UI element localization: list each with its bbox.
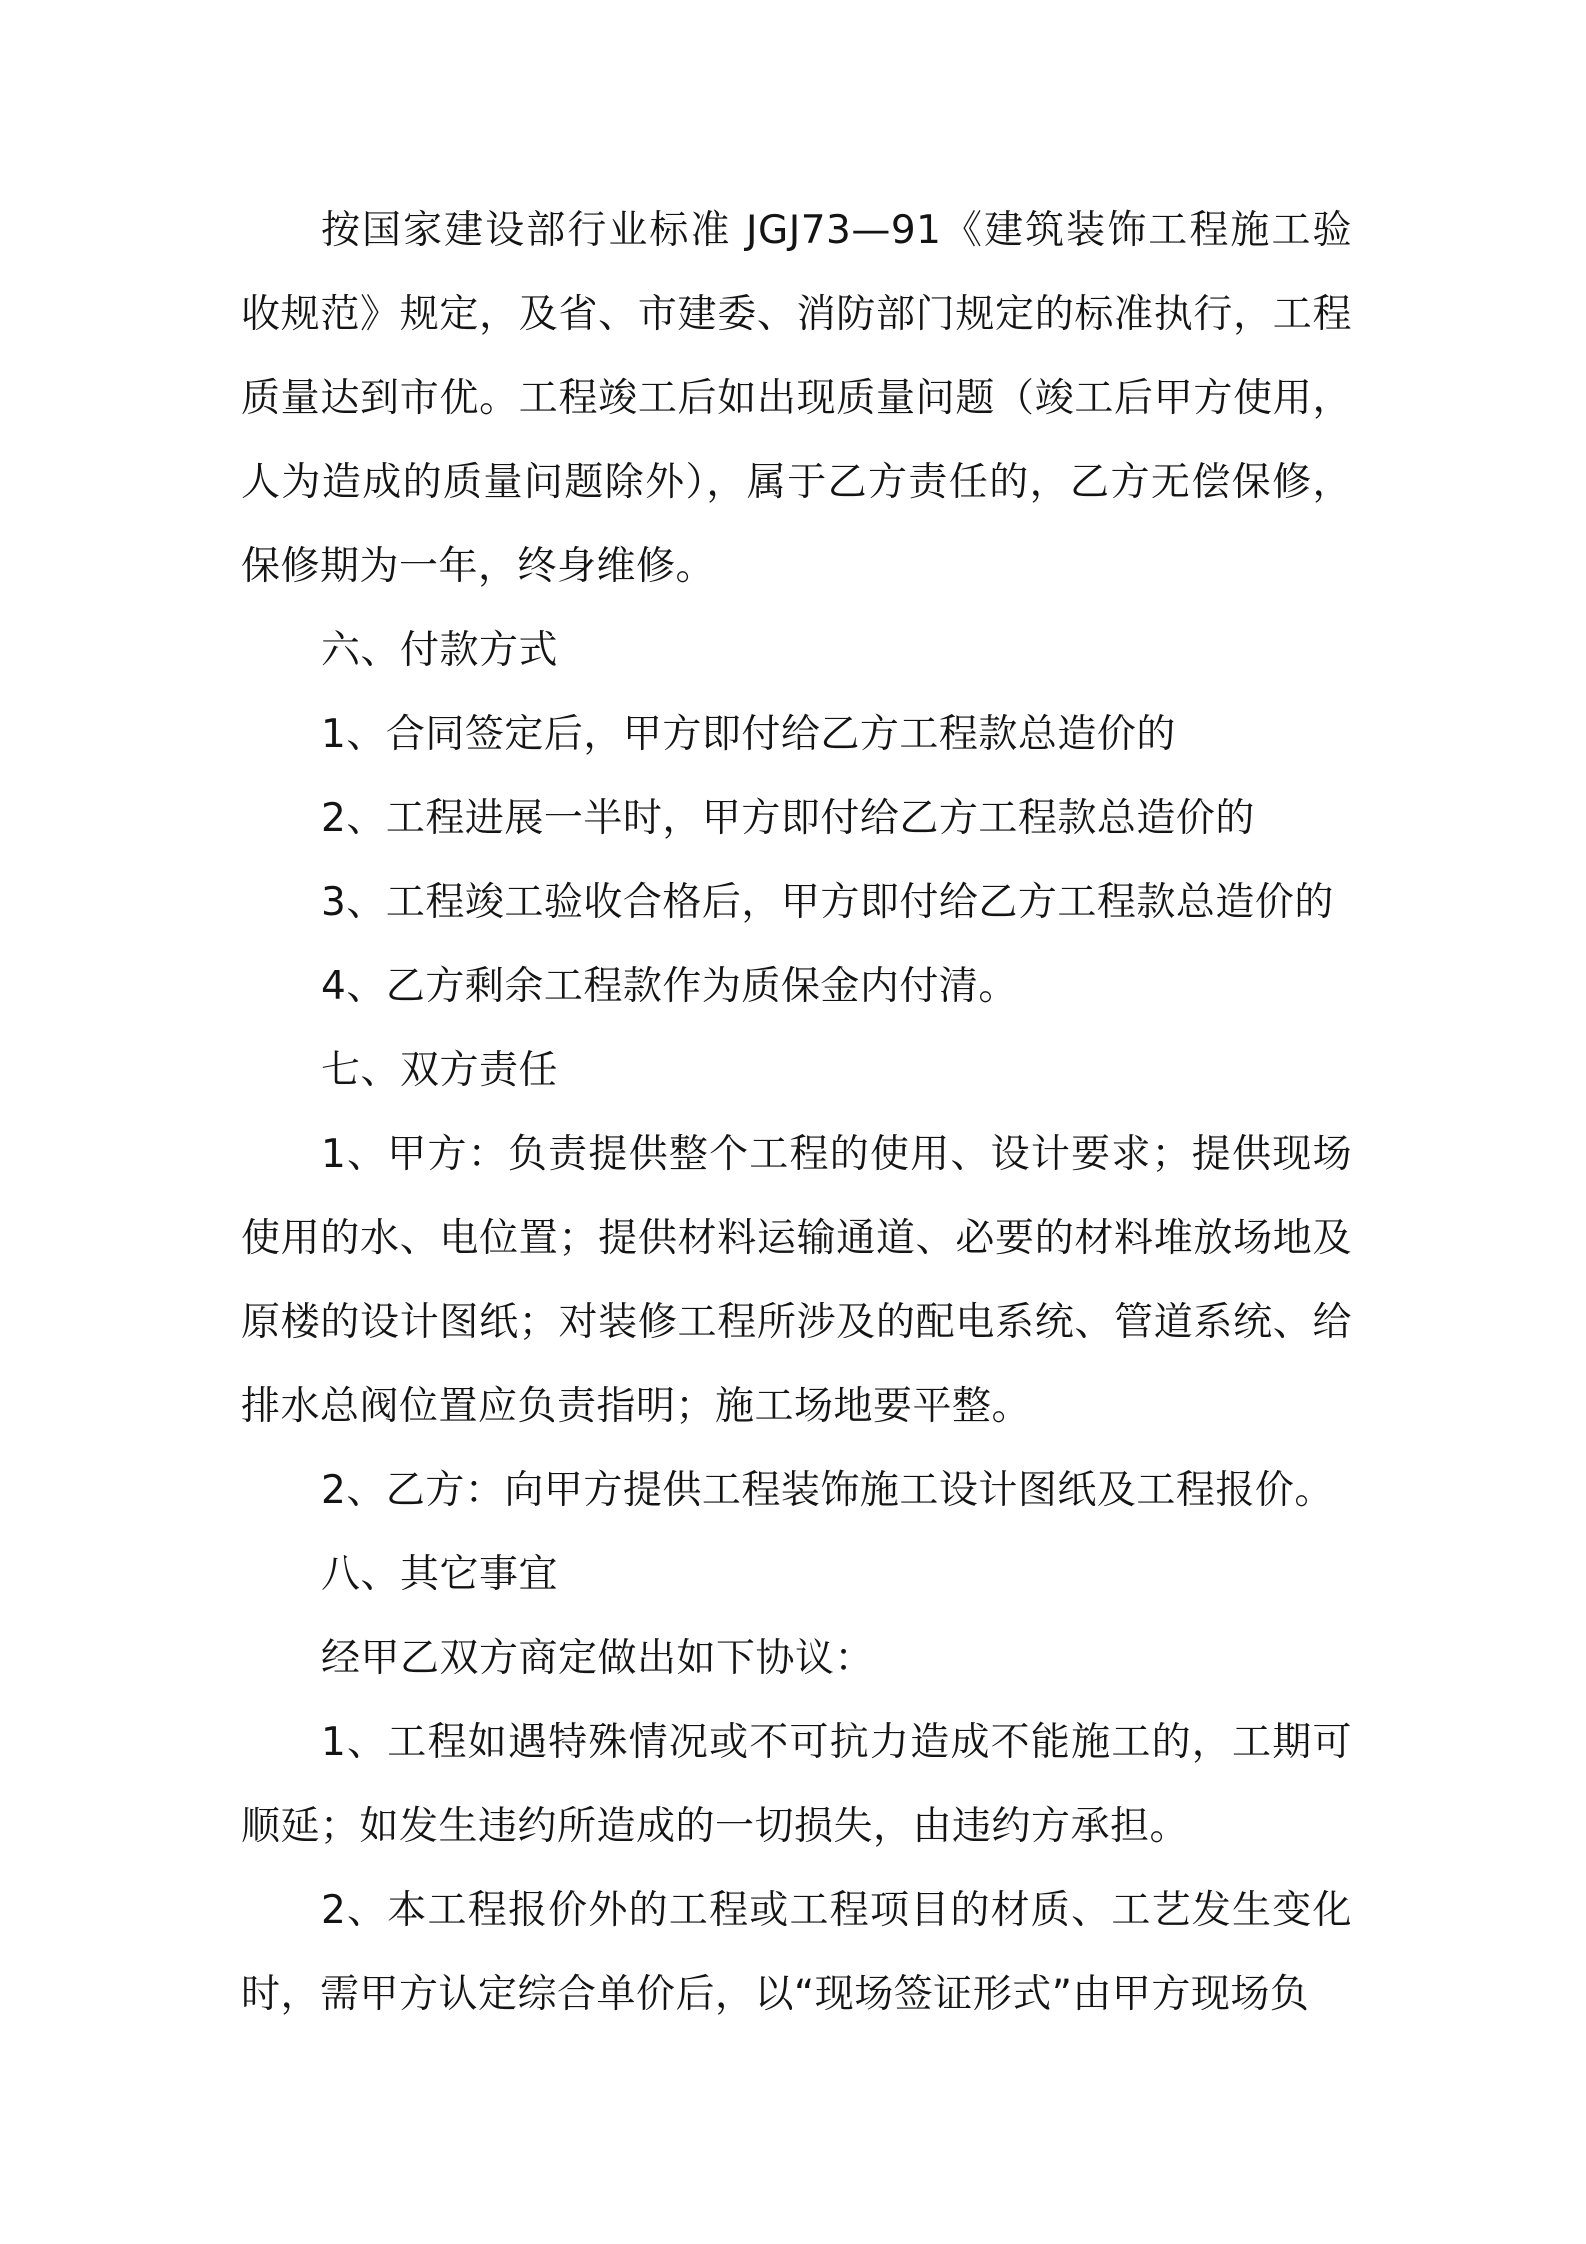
responsibility-party-a: 1、甲方：负责提供整个工程的使用、设计要求；提供现场使用的水、电位置；提供材料运输通道、必要的材料堆放场地及原楼的设计图纸；对装修工程所涉及的配电系统、管道系统、给排水总阀位置应负责指明；施工场地要平整。 <box>241 1132 1352 1429</box>
heading-payment-method: 六、付款方式 <box>321 628 559 673</box>
other-item-2: 2、本工程报价外的工程或工程项目的材质、工艺发生变化时，需甲方认定综合单价后，以“现场签证形式”由甲方现场负 <box>241 1888 1352 2017</box>
agreement-intro: 经甲乙双方商定做出如下协议： <box>321 1636 875 1681</box>
payment-item-4: 4、乙方剩余工程款作为质保金内付清。 <box>321 964 1018 1009</box>
payment-item-1: 1、合同签定后，甲方即付给乙方工程款总造价的 <box>321 712 1176 757</box>
other-item-1: 1、工程如遇特殊情况或不可抗力造成不能施工的，工期可顺延；如发生违约所造成的一切损失，由违约方承担。 <box>241 1720 1352 1849</box>
document-body <box>241 189 1352 2037</box>
payment-item-2: 2、工程进展一半时，甲方即付给乙方工程款总造价的 <box>321 796 1255 841</box>
heading-other-matters: 八、其它事宜 <box>321 1552 559 1597</box>
payment-item-3: 3、工程竣工验收合格后，甲方即付给乙方工程款总造价的 <box>321 880 1334 925</box>
paragraph-quality-standard: 按国家建设部行业标准 JGJ73—91《建筑装饰工程施工验收规范》规定，及省、市建委、消防部门规定的标准执行，工程质量达到市优。工程竣工后如出现质量问题（竣工后甲方使用，人为造成的质量问题除外），属于乙方责任的，乙方无偿保修，保修期为一年，终身维修。 <box>241 208 1352 589</box>
responsibility-party-b: 2、乙方：向甲方提供工程装饰施工设计图纸及工程报价。 <box>321 1468 1334 1513</box>
heading-responsibilities: 七、双方责任 <box>321 1048 559 1093</box>
